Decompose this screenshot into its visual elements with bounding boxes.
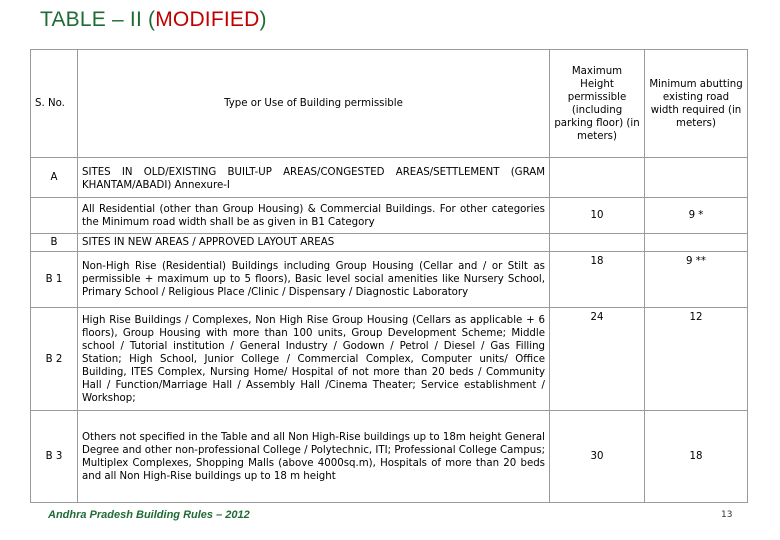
row-b2-type: High Rise Buildings / Complexes, Non High Rise Group Housing (Cellars as applicable + 6 floors), Group Housing with more than 100 units, Group Development Scheme; Middle school / Tutorial institution / General Industry / Godown / Petrol / Diesel / Gas Filling Station; High School, Junior College / Commercial Complex, Computer units/ Office Building, ITES Complex, Nursing Home/ Hospital of not more than 20 beds / Community Hall / Function/Marriage Hall / Assembly Hall /Cinema Theater; Service establishment / Workshop; — [78, 308, 550, 411]
title-prefix: TABLE – II ( — [40, 8, 156, 31]
table-row — [31, 308, 748, 411]
row-b1-road: 9 ** — [645, 252, 748, 308]
row-b3-sno: B 3 — [31, 411, 78, 503]
row-b1-height: 18 — [550, 252, 645, 308]
section-a-heading: SITES IN OLD/EXISTING BUILT-UP AREAS/CONGESTED AREAS/SETTLEMENT (GRAM KHANTAM/ABADI) Annexure-I — [78, 158, 550, 198]
row-a1-road: 9 * — [645, 198, 748, 234]
row-b1-type: Non-High Rise (Residential) Buildings including Group Housing (Cellar and / or Stilt as permissible + maximum up to 5 floors), Basic level social amenities like Nursery School, Primary School / Religious Place /Clinic / Dispensary / Diagnostic Laboratory — [78, 252, 550, 308]
building-rules-table — [30, 49, 748, 503]
table-header-row — [31, 50, 748, 158]
row-b2-road: 12 — [645, 308, 748, 411]
header-type: Type or Use of Building permissible — [78, 50, 550, 158]
section-b-height-empty — [550, 234, 645, 252]
page-number: 13 — [721, 510, 733, 520]
row-a1-height: 10 — [550, 198, 645, 234]
row-b2-height: 24 — [550, 308, 645, 411]
section-a-road-empty — [645, 158, 748, 198]
row-b3-road: 18 — [645, 411, 748, 503]
header-min-road-width: Minimum abutting existing road width required (in meters) — [645, 50, 748, 158]
table-row — [31, 411, 748, 503]
section-b-road-empty — [645, 234, 748, 252]
page-title — [40, 8, 267, 32]
header-max-height: Maximum Height permissible (including parking floor) (in meters) — [550, 50, 645, 158]
section-b-heading: SITES IN NEW AREAS / APPROVED LAYOUT AREAS — [78, 234, 550, 252]
row-a1-sno — [31, 198, 78, 234]
row-a1-type: All Residential (other than Group Housing) & Commercial Buildings. For other categories the Minimum road width shall be as given in B1 Category — [78, 198, 550, 234]
table-row — [31, 252, 748, 308]
title-highlight: MODIFIED — [155, 8, 260, 31]
section-a-heading-row — [31, 158, 748, 198]
row-b3-height: 30 — [550, 411, 645, 503]
title-suffix: ) — [259, 8, 267, 31]
row-b3-type: Others not specified in the Table and all Non High-Rise buildings up to 18m height General Degree and other non-professional College / Polytechnic, ITI; Professional College Campus; Multiplex Complexes, Shopping Malls (above 4000sq.m), Hospitals of more than 20 beds and all Non High-Rise buildings up to 18 m height — [78, 411, 550, 503]
row-b1-sno: B 1 — [31, 252, 78, 308]
section-a-sno: A — [31, 158, 78, 198]
header-sno: S. No. — [31, 50, 78, 158]
table-row — [31, 198, 748, 234]
section-b-heading-row — [31, 234, 748, 252]
section-b-sno: B — [31, 234, 78, 252]
section-a-height-empty — [550, 158, 645, 198]
footer-text: Andhra Pradesh Building Rules – 2012 — [48, 509, 250, 521]
row-b2-sno: B 2 — [31, 308, 78, 411]
